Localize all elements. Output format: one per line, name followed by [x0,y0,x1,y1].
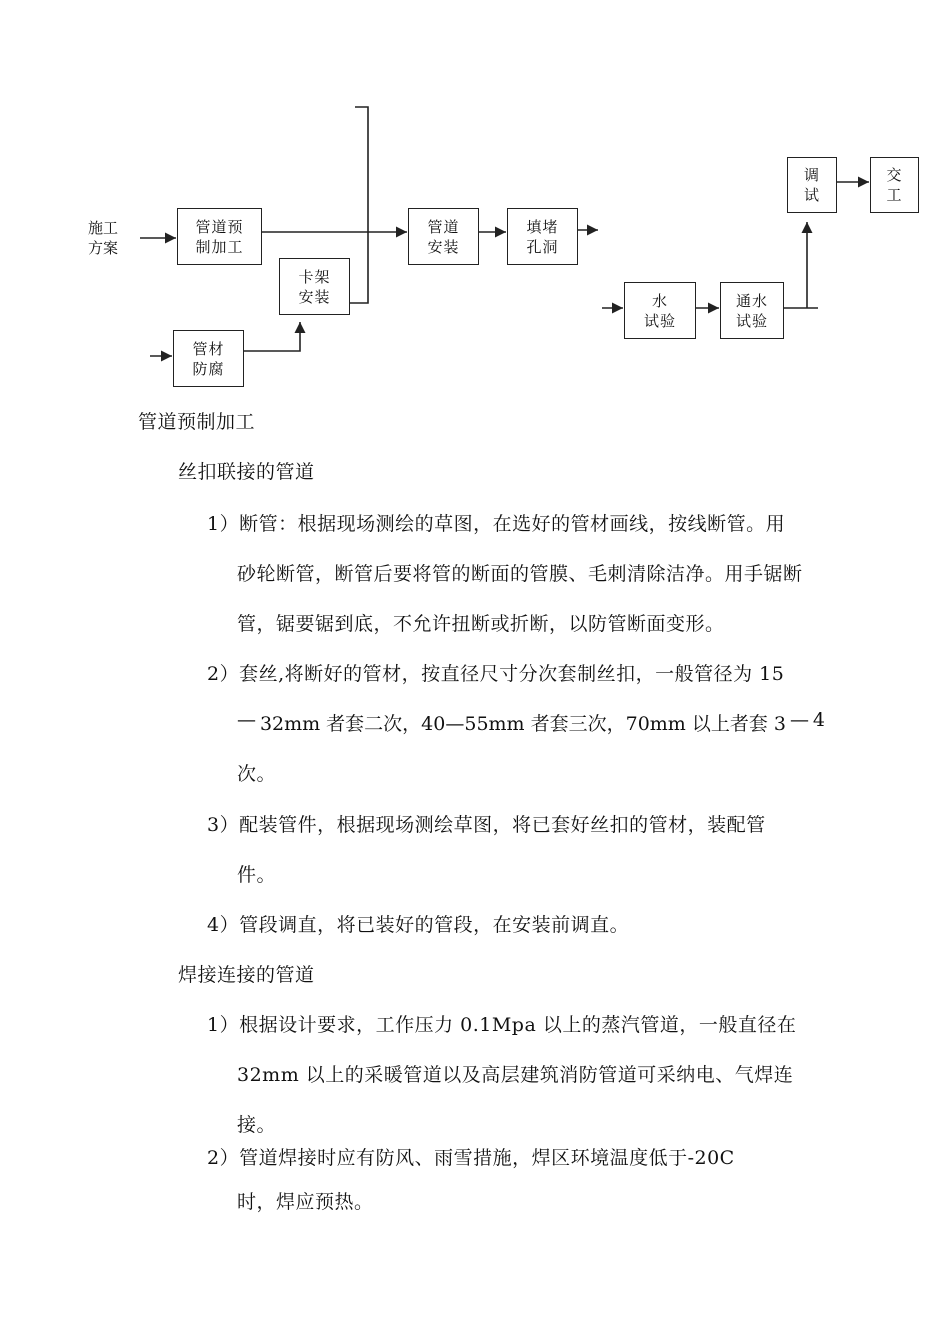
vertical-bar [350,107,368,303]
node-pipe-prefab [177,208,262,265]
start-label-line1: 施工 [88,219,119,237]
thread-item2-line1: 2）套丝,将断好的管材，按直径尺寸分次套制丝扣，一般管径为 15 [207,663,785,685]
node-pipe-install-line2: 安装 [427,237,460,256]
node-flow-test-line2: 试验 [735,311,768,330]
thread-item1-line2: 砂轮断管，断管后要将管的断面的管膜、毛刺清除洁净。用手锯断 [237,563,803,585]
heading-threaded-pipe: 丝扣联接的管道 [178,461,315,483]
thread-item3-line1: 3）配装管件，根据现场测绘草图，将已套好丝扣的管材，装配管 [207,814,766,836]
thread-item4-line1: 4）管段调直，将已装好的管段，在安装前调直。 [207,914,630,936]
node-water-test-line1: 水 [651,291,668,310]
thread-item1-line1: 1）断管：根据现场测绘的草图，在选好的管材画线，按线断管。用 [207,513,786,535]
thread-item2-line2-dash1: — [237,709,256,731]
thread-item3-line2: 件。 [237,864,277,886]
node-pipe-anticorrosion-line1: 管材 [192,339,225,358]
node-handover [870,157,919,213]
weld-item1-line2: 32mm 以上的采暖管道以及高层建筑消防管道可采纳电、气焊连 [237,1064,794,1086]
node-pipe-install-line1: 管道 [427,217,460,236]
thread-item2-line2-dash2: — [789,709,809,731]
start-label [88,218,118,258]
weld-item2-line1: 2）管道焊接时应有防风、雨雪措施，焊区环境温度低于-20C [207,1147,735,1169]
node-fill-holes-line1: 填堵 [526,217,559,236]
heading-welded-pipe: 焊接连接的管道 [178,964,315,986]
node-pipe-prefab-line2: 制加工 [195,237,244,256]
node-water-test [624,282,696,339]
node-pipe-anticorrosion [173,330,244,387]
node-pipe-prefab-line1: 管道预 [195,217,244,236]
node-debug [787,157,837,213]
node-flow-test [720,282,784,339]
node-debug-line2: 试 [803,186,820,204]
node-water-test-line2: 试验 [643,311,676,330]
node-bracket-install-line2: 安装 [298,287,331,306]
node-pipe-anticorrosion-line2: 防腐 [192,359,225,378]
node-flow-test-line1: 通水 [735,291,768,310]
node-pipe-install [408,208,479,265]
thread-item1-line3: 管，锯要锯到底，不允许扭断或折断，以防管断面变形。 [237,613,725,635]
weld-item2-line2: 时，焊应预热。 [237,1191,374,1213]
arrow-anticorr-to-bracket [244,322,300,351]
weld-item1-line1: 1）根据设计要求，工作压力 0.1Mpa 以上的蒸汽管道，一般直径在 [207,1014,797,1036]
node-debug-line1: 调 [803,166,820,184]
thread-item2-line3: 次。 [237,763,277,785]
node-bracket-install-line1: 卡架 [298,267,331,286]
node-fill-holes [507,208,578,265]
node-bracket-install [279,258,350,315]
node-handover-line2: 工 [886,186,903,204]
thread-item2-line2-end: 4 [812,709,825,731]
start-label-line2: 方案 [88,239,119,257]
heading-pipe-prefab: 管道预制加工 [138,411,256,433]
thread-item2-line2-main: 32mm 者套二次，40—55mm 者套三次，70mm 以上者套 3 [259,713,786,735]
thread-item2-line2 [237,709,825,736]
weld-item1-line3: 接。 [237,1114,277,1136]
node-fill-holes-line2: 孔洞 [526,237,559,256]
node-handover-line1: 交 [886,166,903,184]
